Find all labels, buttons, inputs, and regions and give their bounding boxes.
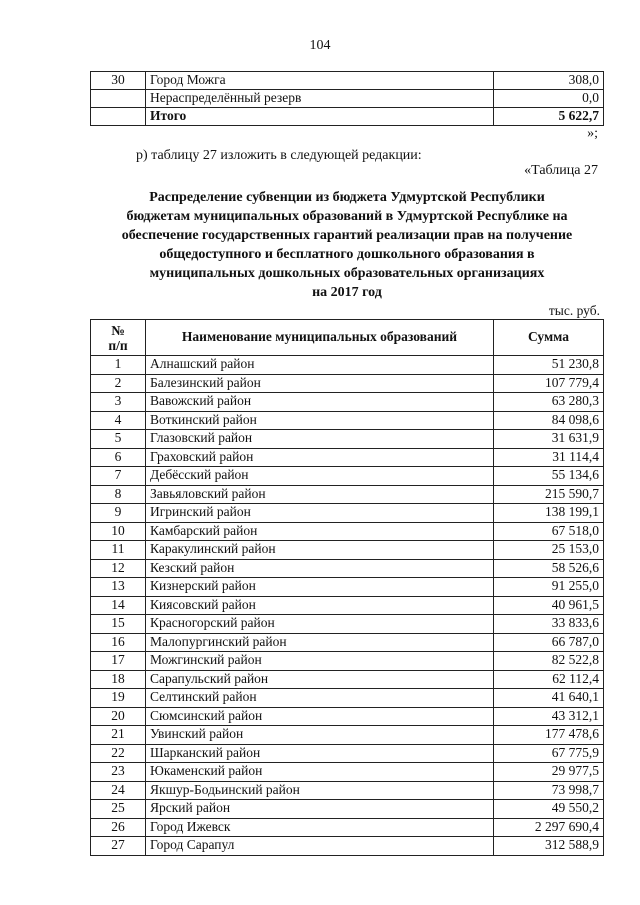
row-number — [91, 90, 146, 108]
table-row — [91, 522, 604, 541]
row-sum: 31 114,4 — [494, 448, 604, 467]
row-name: Камбарский район — [146, 522, 494, 541]
table-row — [91, 411, 604, 430]
row-name: Дебёсский район — [146, 467, 494, 486]
row-sum: 62 112,4 — [494, 670, 604, 689]
row-number: 30 — [91, 72, 146, 90]
row-number: 14 — [91, 596, 146, 615]
row-sum: 66 787,0 — [494, 633, 604, 652]
row-number: 7 — [91, 467, 146, 486]
row-name: Можгинский район — [146, 652, 494, 671]
table-row — [91, 837, 604, 856]
row-number: 9 — [91, 504, 146, 523]
row-number: 16 — [91, 633, 146, 652]
row-sum: 43 312,1 — [494, 707, 604, 726]
row-number: 11 — [91, 541, 146, 560]
row-name: Ярский район — [146, 800, 494, 819]
row-sum: 0,0 — [494, 90, 604, 108]
instruction-text: р) таблицу 27 изложить в следующей редакции: — [136, 148, 422, 163]
previous-table-end — [90, 71, 604, 126]
row-sum: 2 297 690,4 — [494, 818, 604, 837]
row-number: 13 — [91, 578, 146, 597]
page-number: 104 — [309, 38, 331, 53]
previous-table-body — [91, 72, 604, 126]
row-sum: 55 134,6 — [494, 467, 604, 486]
row-name: Алнашский район — [146, 356, 494, 375]
row-sum: 177 478,6 — [494, 726, 604, 745]
row-number: 12 — [91, 559, 146, 578]
row-name: Воткинский район — [146, 411, 494, 430]
row-sum: 33 833,6 — [494, 615, 604, 634]
row-name: Красногорский район — [146, 615, 494, 634]
row-number: 4 — [91, 411, 146, 430]
row-sum: 138 199,1 — [494, 504, 604, 523]
row-sum: 63 280,3 — [494, 393, 604, 412]
row-number: 23 — [91, 763, 146, 782]
title-line: на 2017 год — [312, 285, 382, 300]
table-title — [90, 188, 604, 302]
row-number: 20 — [91, 707, 146, 726]
header-name: Наименование муниципальных образований — [146, 320, 494, 356]
table-row — [91, 504, 604, 523]
table-row — [91, 596, 604, 615]
table-reference: «Таблица 27 — [524, 163, 598, 178]
row-number: 25 — [91, 800, 146, 819]
header-number — [91, 320, 146, 356]
row-sum: 49 550,2 — [494, 800, 604, 819]
subvention-table — [90, 319, 604, 856]
row-sum: 312 588,9 — [494, 837, 604, 856]
table-row — [91, 744, 604, 763]
table-row — [91, 485, 604, 504]
row-number: 26 — [91, 818, 146, 837]
row-name: Балезинский район — [146, 374, 494, 393]
row-number: 3 — [91, 393, 146, 412]
row-sum: 31 631,9 — [494, 430, 604, 449]
table-row — [91, 356, 604, 375]
header-number-line: № — [111, 322, 125, 338]
row-sum: 41 640,1 — [494, 689, 604, 708]
total-number — [91, 108, 146, 126]
table-row — [91, 670, 604, 689]
row-number: 10 — [91, 522, 146, 541]
title-line: бюджетам муниципальных образований в Удмуртской Республике на — [126, 209, 568, 224]
row-name: Каракулинский район — [146, 541, 494, 560]
row-name: Шарканский район — [146, 744, 494, 763]
title-line: муниципальных дошкольных образовательных организациях — [149, 266, 545, 281]
row-name: Селтинский район — [146, 689, 494, 708]
table-row — [91, 448, 604, 467]
table-row — [91, 689, 604, 708]
table-row — [91, 578, 604, 597]
row-number: 2 — [91, 374, 146, 393]
row-name: Малопургинский район — [146, 633, 494, 652]
row-number: 27 — [91, 837, 146, 856]
row-name: Юкаменский район — [146, 763, 494, 782]
row-name: Глазовский район — [146, 430, 494, 449]
row-sum: 308,0 — [494, 72, 604, 90]
title-line: Распределение субвенции из бюджета Удмуртской Республики — [149, 190, 545, 205]
row-sum: 82 522,8 — [494, 652, 604, 671]
row-number: 24 — [91, 781, 146, 800]
row-number: 6 — [91, 448, 146, 467]
row-name: Якшур-Бодьинский район — [146, 781, 494, 800]
unit-label: тыс. руб. — [548, 303, 600, 318]
header-sum: Сумма — [494, 320, 604, 356]
table-row — [91, 430, 604, 449]
total-sum: 5 622,7 — [494, 108, 604, 126]
row-number: 5 — [91, 430, 146, 449]
row-sum: 215 590,7 — [494, 485, 604, 504]
row-number: 18 — [91, 670, 146, 689]
table-row — [91, 72, 604, 90]
table-row — [91, 559, 604, 578]
row-sum: 91 255,0 — [494, 578, 604, 597]
table-row — [91, 781, 604, 800]
row-name: Город Можга — [146, 72, 494, 90]
table-header-row — [91, 320, 604, 356]
row-number: 19 — [91, 689, 146, 708]
title-line: общедоступного и бесплатного дошкольного образования в — [159, 247, 535, 262]
table-row — [91, 707, 604, 726]
row-number: 1 — [91, 356, 146, 375]
row-number: 8 — [91, 485, 146, 504]
subvention-table-body — [91, 356, 604, 856]
table-row — [91, 541, 604, 560]
row-name: Город Сарапул — [146, 837, 494, 856]
total-row — [91, 108, 604, 126]
row-sum: 73 998,7 — [494, 781, 604, 800]
row-name: Игринский район — [146, 504, 494, 523]
row-name: Город Ижевск — [146, 818, 494, 837]
row-sum: 51 230,8 — [494, 356, 604, 375]
table-row — [91, 800, 604, 819]
table-row — [91, 467, 604, 486]
title-line: обеспечение государственных гарантий реализации прав на получение — [121, 228, 573, 243]
table-row — [91, 818, 604, 837]
table-row — [91, 652, 604, 671]
row-sum: 25 153,0 — [494, 541, 604, 560]
table-row — [91, 615, 604, 634]
header-number-line: п/п — [108, 337, 128, 353]
table-row — [91, 763, 604, 782]
row-sum: 40 961,5 — [494, 596, 604, 615]
row-name: Граховский район — [146, 448, 494, 467]
table-row — [91, 374, 604, 393]
row-name: Сарапульский район — [146, 670, 494, 689]
row-sum: 107 779,4 — [494, 374, 604, 393]
row-number: 21 — [91, 726, 146, 745]
row-name: Кизнерский район — [146, 578, 494, 597]
closing-quote: »; — [587, 126, 598, 141]
row-number: 15 — [91, 615, 146, 634]
table-row — [91, 726, 604, 745]
table-row — [91, 90, 604, 108]
row-name: Нераспределённый резерв — [146, 90, 494, 108]
row-sum: 84 098,6 — [494, 411, 604, 430]
table-row — [91, 393, 604, 412]
row-name: Завьяловский район — [146, 485, 494, 504]
row-name: Сюмсинский район — [146, 707, 494, 726]
row-sum: 67 775,9 — [494, 744, 604, 763]
row-sum: 58 526,6 — [494, 559, 604, 578]
row-name: Кезский район — [146, 559, 494, 578]
total-label: Итого — [146, 108, 494, 126]
row-name: Киясовский район — [146, 596, 494, 615]
row-name: Вавожский район — [146, 393, 494, 412]
table-row — [91, 633, 604, 652]
row-number: 17 — [91, 652, 146, 671]
row-sum: 29 977,5 — [494, 763, 604, 782]
row-number: 22 — [91, 744, 146, 763]
row-sum: 67 518,0 — [494, 522, 604, 541]
row-name: Увинский район — [146, 726, 494, 745]
